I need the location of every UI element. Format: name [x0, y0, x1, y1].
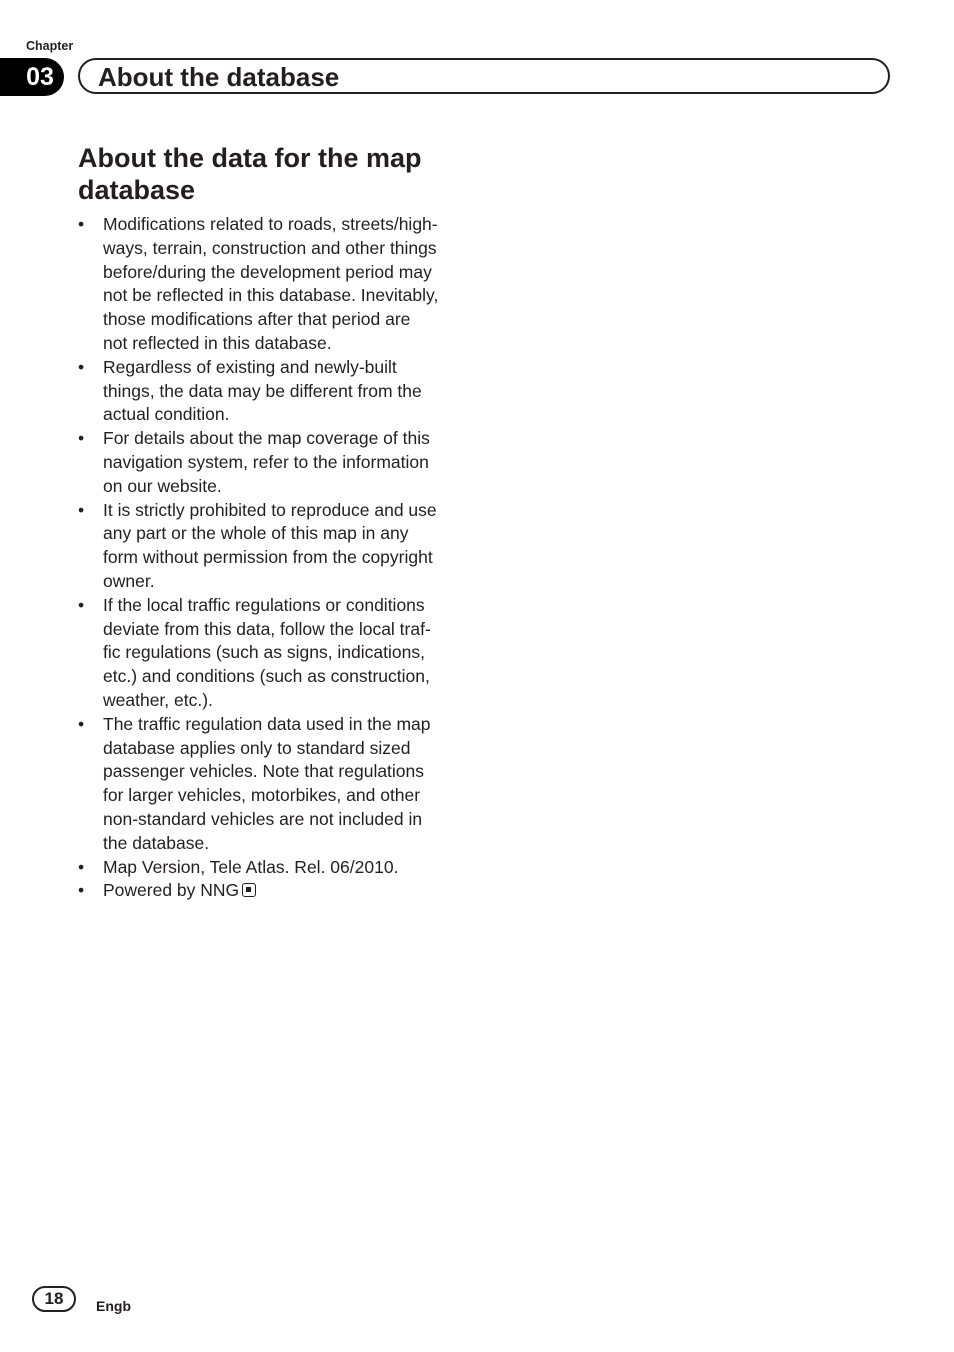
bullet-icon: •: [78, 713, 85, 734]
section-heading-line: About the data for the map: [78, 143, 422, 173]
end-of-section-icon: [242, 883, 256, 897]
page-language: Engb: [96, 1298, 131, 1314]
bullet-text-line: things, the data may be different from the: [103, 380, 422, 401]
bullet-text-line: for larger vehicles, motorbikes, and other: [103, 785, 421, 806]
database-note-copyright: [78, 499, 473, 594]
bullet-text-line: It is strictly prohibited to reproduce and use: [103, 499, 437, 520]
database-note-traffic-regulation-data: [78, 713, 473, 856]
bullet-text-line: the database.: [103, 832, 210, 853]
database-note-powered-by: [78, 879, 473, 903]
database-note-map-version: [78, 856, 473, 880]
bullet-icon: •: [78, 594, 85, 615]
bullet-text-line: ways, terrain, construction and other things: [103, 237, 437, 258]
chapter-number: 03: [26, 63, 54, 91]
database-note-map-coverage: [78, 427, 473, 498]
bullet-text-line: form without permission from the copyright: [103, 547, 433, 568]
database-note-roads: [78, 213, 473, 356]
database-note-actual-condition: [78, 356, 473, 427]
bullet-text-line: If the local traffic regulations or conditions: [103, 594, 425, 615]
bullet-text-line: those modifications after that period are: [103, 309, 411, 330]
chapter-label: Chapter: [26, 39, 74, 53]
page-number: 18: [44, 1289, 64, 1308]
chapter-title: About the database: [98, 62, 340, 92]
bullet-text-line: owner.: [103, 570, 155, 591]
database-notes-list: [78, 213, 473, 903]
bullet-text-line: The traffic regulation data used in the map: [103, 713, 431, 734]
bullet-text-line: Regardless of existing and newly-built: [103, 356, 397, 377]
bullet-icon: •: [78, 214, 85, 234]
bullet-text-line: weather, etc.).: [103, 689, 213, 710]
bullet-text-line: Modifications related to roads, streets/high-: [103, 214, 438, 234]
bullet-text-line: actual condition.: [103, 404, 230, 425]
powered-by-text: Powered by NNG: [103, 880, 240, 901]
bullet-icon: •: [78, 880, 85, 901]
bullet-text-line: not be reflected in this database. Inevitably,: [103, 285, 439, 306]
bullet-icon: •: [78, 856, 85, 877]
bullet-text-line: before/during the development period may: [103, 261, 432, 282]
section-heading-line: database: [78, 175, 196, 205]
bullet-text-line: not reflected in this database.: [103, 332, 332, 353]
bullet-text-line: etc.) and conditions (such as construction,: [103, 666, 430, 687]
bullet-text-line: on our website.: [103, 475, 222, 496]
bullet-text-line: non-standard vehicles are not included in: [103, 808, 423, 829]
bullet-text-line: [103, 879, 473, 903]
bullet-icon: •: [78, 356, 85, 377]
bullet-text-line: Map Version, Tele Atlas. Rel. 06/2010.: [103, 856, 399, 877]
bullet-icon: •: [78, 499, 85, 520]
bullet-icon: •: [78, 428, 85, 449]
bullet-text-line: deviate from this data, follow the local traf-: [103, 618, 431, 639]
bullet-text-line: database applies only to standard sized: [103, 737, 411, 758]
bullet-text-line: any part or the whole of this map in any: [103, 523, 409, 544]
section-heading: [78, 142, 478, 206]
bullet-text-line: navigation system, refer to the information: [103, 451, 429, 472]
database-note-local-regulations: [78, 594, 473, 713]
bullet-text-line: For details about the map coverage of this: [103, 428, 430, 449]
bullet-text-line: passenger vehicles. Note that regulations: [103, 761, 425, 782]
bullet-text-line: fic regulations (such as signs, indications,: [103, 642, 425, 663]
